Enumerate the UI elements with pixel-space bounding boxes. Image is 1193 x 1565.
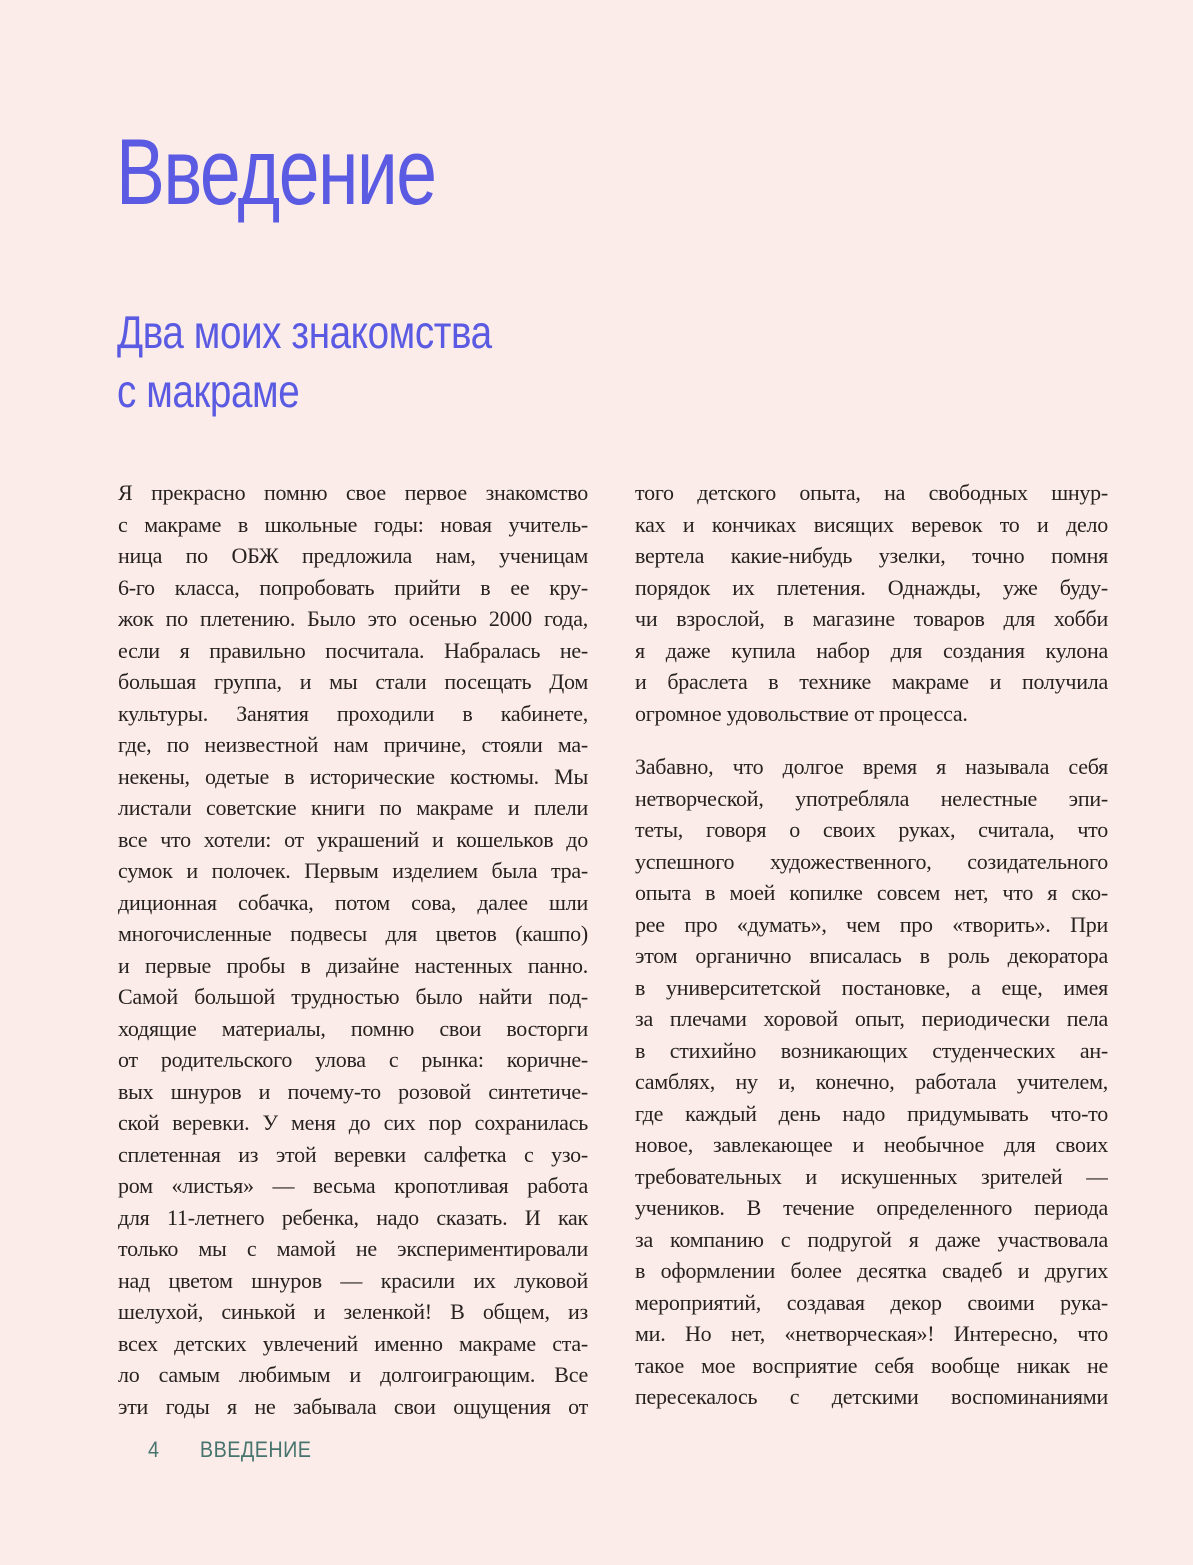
text-line: ской веревки. У меня до сих пор сохранилась xyxy=(118,1110,588,1135)
text-line: порядок их плетения. Однажды, уже буду- xyxy=(635,574,1108,600)
text-line: такое мое восприятие себя вообще никак не xyxy=(635,1352,1108,1378)
text-line: большая группа, и мы стали посещать Дом xyxy=(118,669,588,694)
text-line: всех детских увлечений именно макраме ста- xyxy=(118,1330,588,1356)
text-line: за компанию с подругой я даже участвовала xyxy=(635,1226,1108,1252)
text-line: и первые пробы в дизайне настенных панно. xyxy=(118,952,588,978)
body-text xyxy=(118,477,1108,1422)
paragraph xyxy=(635,751,1108,1413)
text-line: вертела какие-нибудь узелки, точно помня xyxy=(635,543,1108,568)
text-line: где каждый день надо придумывать что-то xyxy=(635,1100,1108,1126)
section-title-line-1: Два моих знакомства xyxy=(117,306,492,358)
text-column-left xyxy=(118,477,588,1422)
text-line: для 11-летнего ребенка, надо сказать. И как xyxy=(118,1204,588,1230)
text-line: только мы с мамой не экспериментировали xyxy=(118,1236,588,1261)
text-line: в стихийно возникающих студенческих ан- xyxy=(635,1037,1108,1063)
text-line: ходящие материалы, помню свои восторги xyxy=(118,1015,588,1041)
page-footer xyxy=(148,1437,311,1463)
text-line: с макраме в школьные годы: новая учитель- xyxy=(118,511,588,537)
section-title xyxy=(117,303,492,421)
text-line: над цветом шнуров — красили их луковой xyxy=(118,1267,588,1293)
text-line: от родительского улова с рынка: коричне- xyxy=(118,1047,588,1072)
text-line: теты, говоря о своих руках, считала, что xyxy=(635,817,1108,842)
text-line: листали советские книги по макраме и плели xyxy=(118,795,588,820)
paragraph xyxy=(635,477,1108,729)
text-line: мероприятий, создавая декор своими рука- xyxy=(635,1289,1108,1315)
text-line: ках и кончиках висящих веревок то и дело xyxy=(635,511,1108,537)
text-line: жок по плетению. Было это осенью 2000 года, xyxy=(118,606,588,631)
text-line: если я правильно посчитала. Набралась не- xyxy=(118,637,588,663)
text-line: диционная собачка, потом сова, далее шли xyxy=(118,889,588,915)
text-line: успешного художественного, созидательного xyxy=(635,848,1108,874)
text-line: за плечами хоровой опыт, периодически пела xyxy=(635,1006,1108,1031)
text-line: 6-го класса, попробовать прийти в ее кру- xyxy=(118,574,588,600)
text-line: того детского опыта, на свободных шнур- xyxy=(635,480,1108,505)
text-line: я даже купила набор для создания кулона xyxy=(635,637,1108,663)
text-line: огромное удовольствие от процесса. xyxy=(635,700,968,726)
text-line: учеников. В течение определенного периода xyxy=(635,1195,1108,1220)
text-line: рее про «думать», чем про «творить». При xyxy=(635,911,1108,937)
text-line: ница по ОБЖ предложила нам, ученицам xyxy=(118,543,588,568)
text-line: и браслета в технике макраме и получила xyxy=(635,669,1108,694)
chapter-title: Введение xyxy=(116,119,436,224)
text-line: сплетенная из этой веревки салфетка с узо- xyxy=(118,1141,588,1167)
text-line: некены, одетые в исторические костюмы. Мы xyxy=(118,763,588,789)
text-line: в оформлении более десятка свадеб и других xyxy=(635,1258,1108,1283)
text-line: вых шнуров и почему-то розовой синтетиче- xyxy=(118,1078,588,1104)
text-line: чи взрослой, в магазине товаров для хобби xyxy=(635,606,1108,631)
text-line: ми. Но нет, «нетворческая»! Интересно, что xyxy=(635,1321,1108,1346)
section-title-line-2: с макраме xyxy=(117,365,300,417)
paragraph xyxy=(118,477,588,1422)
text-line: Забавно, что долгое время я называла себя xyxy=(635,754,1108,779)
text-line: многочисленные подвесы для цветов (кашпо) xyxy=(118,921,588,946)
text-line: этом органично вписалась в роль декоратора xyxy=(635,943,1108,968)
text-line: все что хотели: от украшений и кошельков до xyxy=(118,826,588,852)
page-number: 4 xyxy=(148,1437,160,1462)
text-line: самблях, ну и, конечно, работала учителем, xyxy=(635,1069,1108,1094)
text-line: Я прекрасно помню свое первое знакомство xyxy=(118,480,588,505)
text-line: шелухой, синькой и зеленкой! В общем, из xyxy=(118,1299,588,1324)
text-column-right xyxy=(635,477,1108,1422)
text-line: ром «листья» — весьма кропотливая работа xyxy=(118,1173,588,1198)
text-line: нетворческой, употребляла нелестные эпи- xyxy=(635,785,1108,811)
text-line: пересекалось с детскими воспоминаниями xyxy=(635,1384,1108,1409)
text-line: опыта в моей копилке совсем нет, что я ско- xyxy=(635,880,1108,905)
text-line: ло самым любимым и долгоиграющим. Все xyxy=(118,1362,588,1387)
text-line: где, по неизвестной нам причине, стояли ма- xyxy=(118,732,588,757)
text-line: требовательных и искушенных зрителей — xyxy=(635,1163,1108,1189)
running-title: ВВЕДЕНИЕ xyxy=(199,1437,312,1462)
text-line: Самой большой трудностью было найти под- xyxy=(118,984,588,1009)
text-line: новое, завлекающее и необычное для своих xyxy=(635,1132,1108,1157)
text-line: эти годы я не забывала свои ощущения от xyxy=(118,1393,588,1419)
text-line: в университетской постановке, а еще, имея xyxy=(635,974,1108,1000)
text-line: культуры. Занятия проходили в кабинете, xyxy=(118,700,588,726)
text-line: сумок и полочек. Первым изделием была тра- xyxy=(118,858,588,883)
